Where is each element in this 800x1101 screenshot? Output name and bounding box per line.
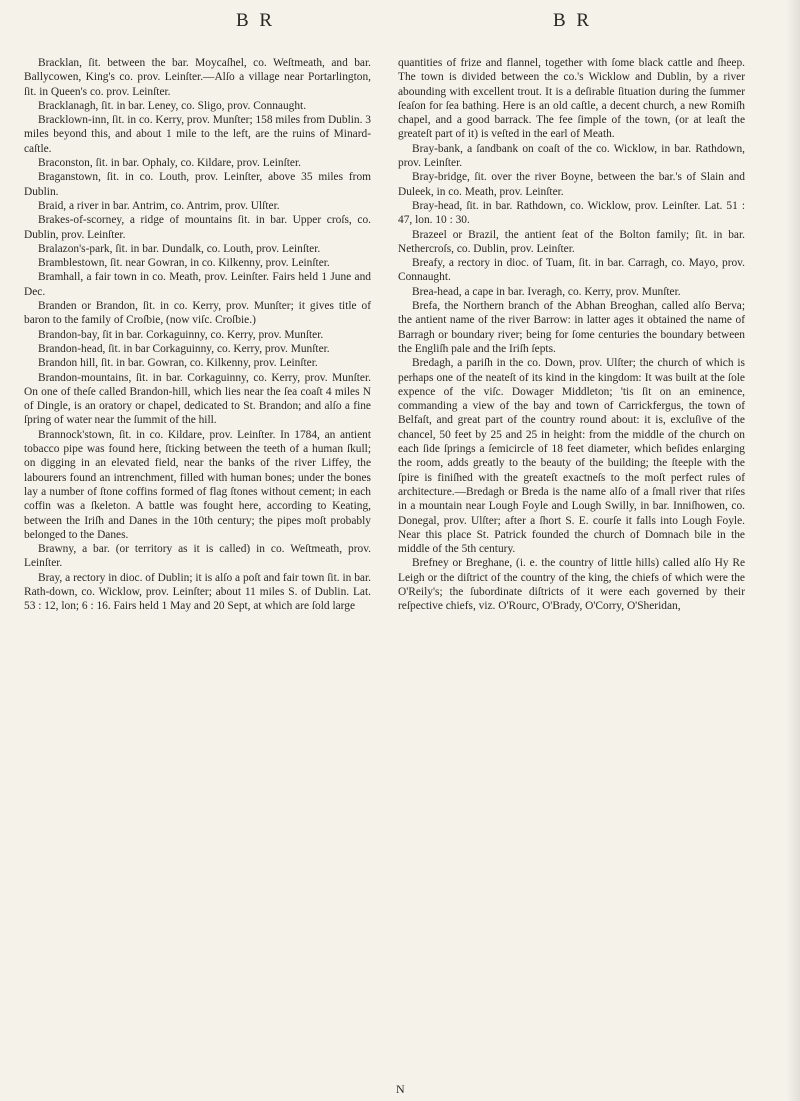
gazetteer-entry: Braconston, ſit. in bar. Ophaly, co. Kildare, prov. Leinſter. [38,157,301,170]
page-edge-shadow [786,0,800,1101]
gazetteer-entry: Brefney or Breghane, (i. e. the country of little hills) called alſo Hy Re Leigh or the diſtrict of the country of the king, the chiefs of which were the O'Reily's; the ſubordinate diſtricts of it were each governed by their reſpective chiefs, viz. O'Rourc, O'Brady, O'Corry, O'Sheridan, [398,557,745,613]
running-head-right: B R [553,10,593,31]
running-head-left: B R [236,10,276,31]
gazetteer-entry: Brea-head, a cape in bar. Iveragh, co. Kerry, prov. Munſter. [412,285,681,298]
signature-mark: N [396,1082,405,1096]
gazetteer-entry: Brakes-of-scorney, a ridge of mountains ſit. in bar. Upper croſs, co. Dublin, prov. Leinſter. [24,214,371,241]
right-column [398,56,745,614]
gazetteer-entry: Braid, a river in bar. Antrim, co. Antrim, prov. Ulſter. [38,199,280,212]
gazetteer-entry: Bramblestown, ſit. near Gowran, in co. Kilkenny, prov. Leinſter. [38,257,330,270]
gazetteer-entry: Bray-bridge, ſit. over the river Boyne, between the bar.'s of Slain and Duleek, in co. Meath, prov. Leinſter. [398,171,745,198]
gazetteer-entry: Bramhall, a fair town in co. Meath, prov. Leinſter. Fairs held 1 June and Dec. [24,271,371,298]
gazetteer-entry: Brandon hill, ſit. in bar. Gowran, co. Kilkenny, prov. Leinſter. [38,357,318,370]
gazetteer-entry: Bredagh, a pariſh in the co. Down, prov. Ulſter; the church of which is perhaps one of the neateſt of its kind in the kingdom: It was built at the ſole expence of the viſc. Dowager Middleton; 'tis ſit on an eminence, commanding a view of the bay and town of Carrickfergus, the town of Belfaſt, and great part of the country round about: it is, excluſive of the chancel, 50 feet by 25 and 25 in height: from the middle of the church on each ſide ſprings a ſemicircle of 18 feet diameter, which beſides enlarging the room, adds greatly to the beauty of the building; the ſteeple with the ſpire is finiſhed with the greateſt exactneſs to the moſt perfect rules of architecture.—Bredagh or Breda is the name alſo of a ſmall river that riſes in a mountain near Lough Foyle and Lough Swilly, in bar. Inniſhowen, co. Donegal, prov. Ulſter; after a ſhort S. E. courſe it falls into Lough Foyle. Near this place St. Patrick founded the church of Domnach bile in the middle of the 5th century. [398,357,745,556]
gazetteer-entry: Bray-bank, a ſandbank on coaſt of the co. Wicklow, in bar. Rathdown, prov. Leinſter. [398,142,745,170]
gazetteer-entry: Bracklanagh, ſit. in bar. Leney, co. Sligo, prov. Connaught. [38,99,307,112]
gazetteer-entry: Breafy, a rectory in dioc. of Tuam, ſit. in bar. Carragh, co. Mayo, prov. Connaught. [398,257,745,284]
gazetteer-entry: Brandon-head, ſit. in bar Corkaguinny, co. Kerry, prov. Munſter. [38,342,330,355]
gazetteer-entry: Bralazon's-park, ſit. in bar. Dundalk, co. Louth, prov. Leinſter. [38,242,321,255]
gazetteer-entry: Brandon-mountains, ſit. in bar. Corkaguinny, co. Kerry, prov. Munſter. On one of theſe called Brandon-hill, which lies near the ſea coaſt 4 miles N of Dingle, is an oratory or chapel, dedicated to St. Brandon; and alſo a fine ſpring of water near the ſummit of the hill. [24,371,371,427]
gazetteer-entry: Bray, a rectory in dioc. of Dublin; it is alſo a poſt and fair town ſit. in bar. Rath-down, co. Wicklow, prov. Leinſter; about 11 miles S. of Dublin. Lat. 53 : 12, lon; 6 : 16. Fairs held 1 May and 20 Sept, at which are ſold large [24,571,371,613]
gazetteer-entry: Bracklown-inn, ſit. in co. Kerry, prov. Munſter; 158 miles from Dublin. 3 miles beyond this, and about 1 mile to the left, are the ruins of Minard-caſtle. [24,114,371,155]
gazetteer-entry: Bracklan, ſit. between the bar. Moycaſhel, co. Weſtmeath, and bar. Ballycowen, King's co. prov. Leinſter.—Alſo a village near Portarlington, ſit. in Queen's co. prov. Leinſter. [24,57,371,98]
gazetteer-entry: Brawny, a bar. (or territory as it is called) in co. Weſtmeath, prov. Leinſter. [24,543,371,570]
left-column [24,56,371,614]
gazetteer-entry: Brannock'stown, ſit. in co. Kildare, prov. Leinſter. In 1784, an antient tobacco pipe was found here, ſticking between the teeth of a human ſkull; on digging in an elevated field, near the banks of the river Liffey, the labourers found an intrenchment, filled with human bones; under the bones lay a number of ſtone coffins formed of flag ſtones without cement; in each coffin was a ſkeleton. A battle was fought here, according to Keating, between the Iriſh and Danes in the 10th century; the pipes moſt probably belonged to the Danes. [24,428,371,541]
gazetteer-entry: Bray-head, ſit. in bar. Rathdown, co. Wicklow, prov. Leinſter. Lat. 51 : 47, lon. 10 : 30. [398,199,745,227]
gazetteer-entry: Brazeel or Brazil, the antient ſeat of the Bolton family; ſit. in bar. Nethercroſs, co. Dublin, prov. Leinſter. [398,228,745,255]
gazetteer-entry: Branden or Brandon, ſit. in co. Kerry, prov. Munſter; it gives title of baron to the family of Croſbie, (now viſc. Croſbie.) [24,300,371,327]
gazetteer-entry: Brefa, the Northern branch of the Abhan Breoghan, called alſo Berva; the antient name of the river Barrow: in latter ages it obtained the name of Barragh or boundary river; being for ſome centuries the boundary between the Engliſh pale and the Iriſh ſepts. [398,300,745,355]
gazetteer-entry: Brandon-bay, ſit in bar. Corkaguinny, co. Kerry, prov. Munſter. [38,328,324,341]
gazetteer-entry: quantities of frize and flannel, together with ſome black cattle and ſheep. The town is divided between the co.'s Wicklow and Dublin, by a river abounding with excellent trout. It is a deſirable ſituation during the ſummer ſeaſon for ſea bathing. Here is an old caſtle, a decent church, a new Romiſh chapel, and a good barrack. The fee ſimple of the town, (or at leaſt the greateſt part of it) is veſted in the earl of Meath. [398,57,745,141]
gazetteer-entry: Braganstown, ſit. in co. Louth, prov. Leinſter, above 35 miles from Dublin. [24,171,371,198]
